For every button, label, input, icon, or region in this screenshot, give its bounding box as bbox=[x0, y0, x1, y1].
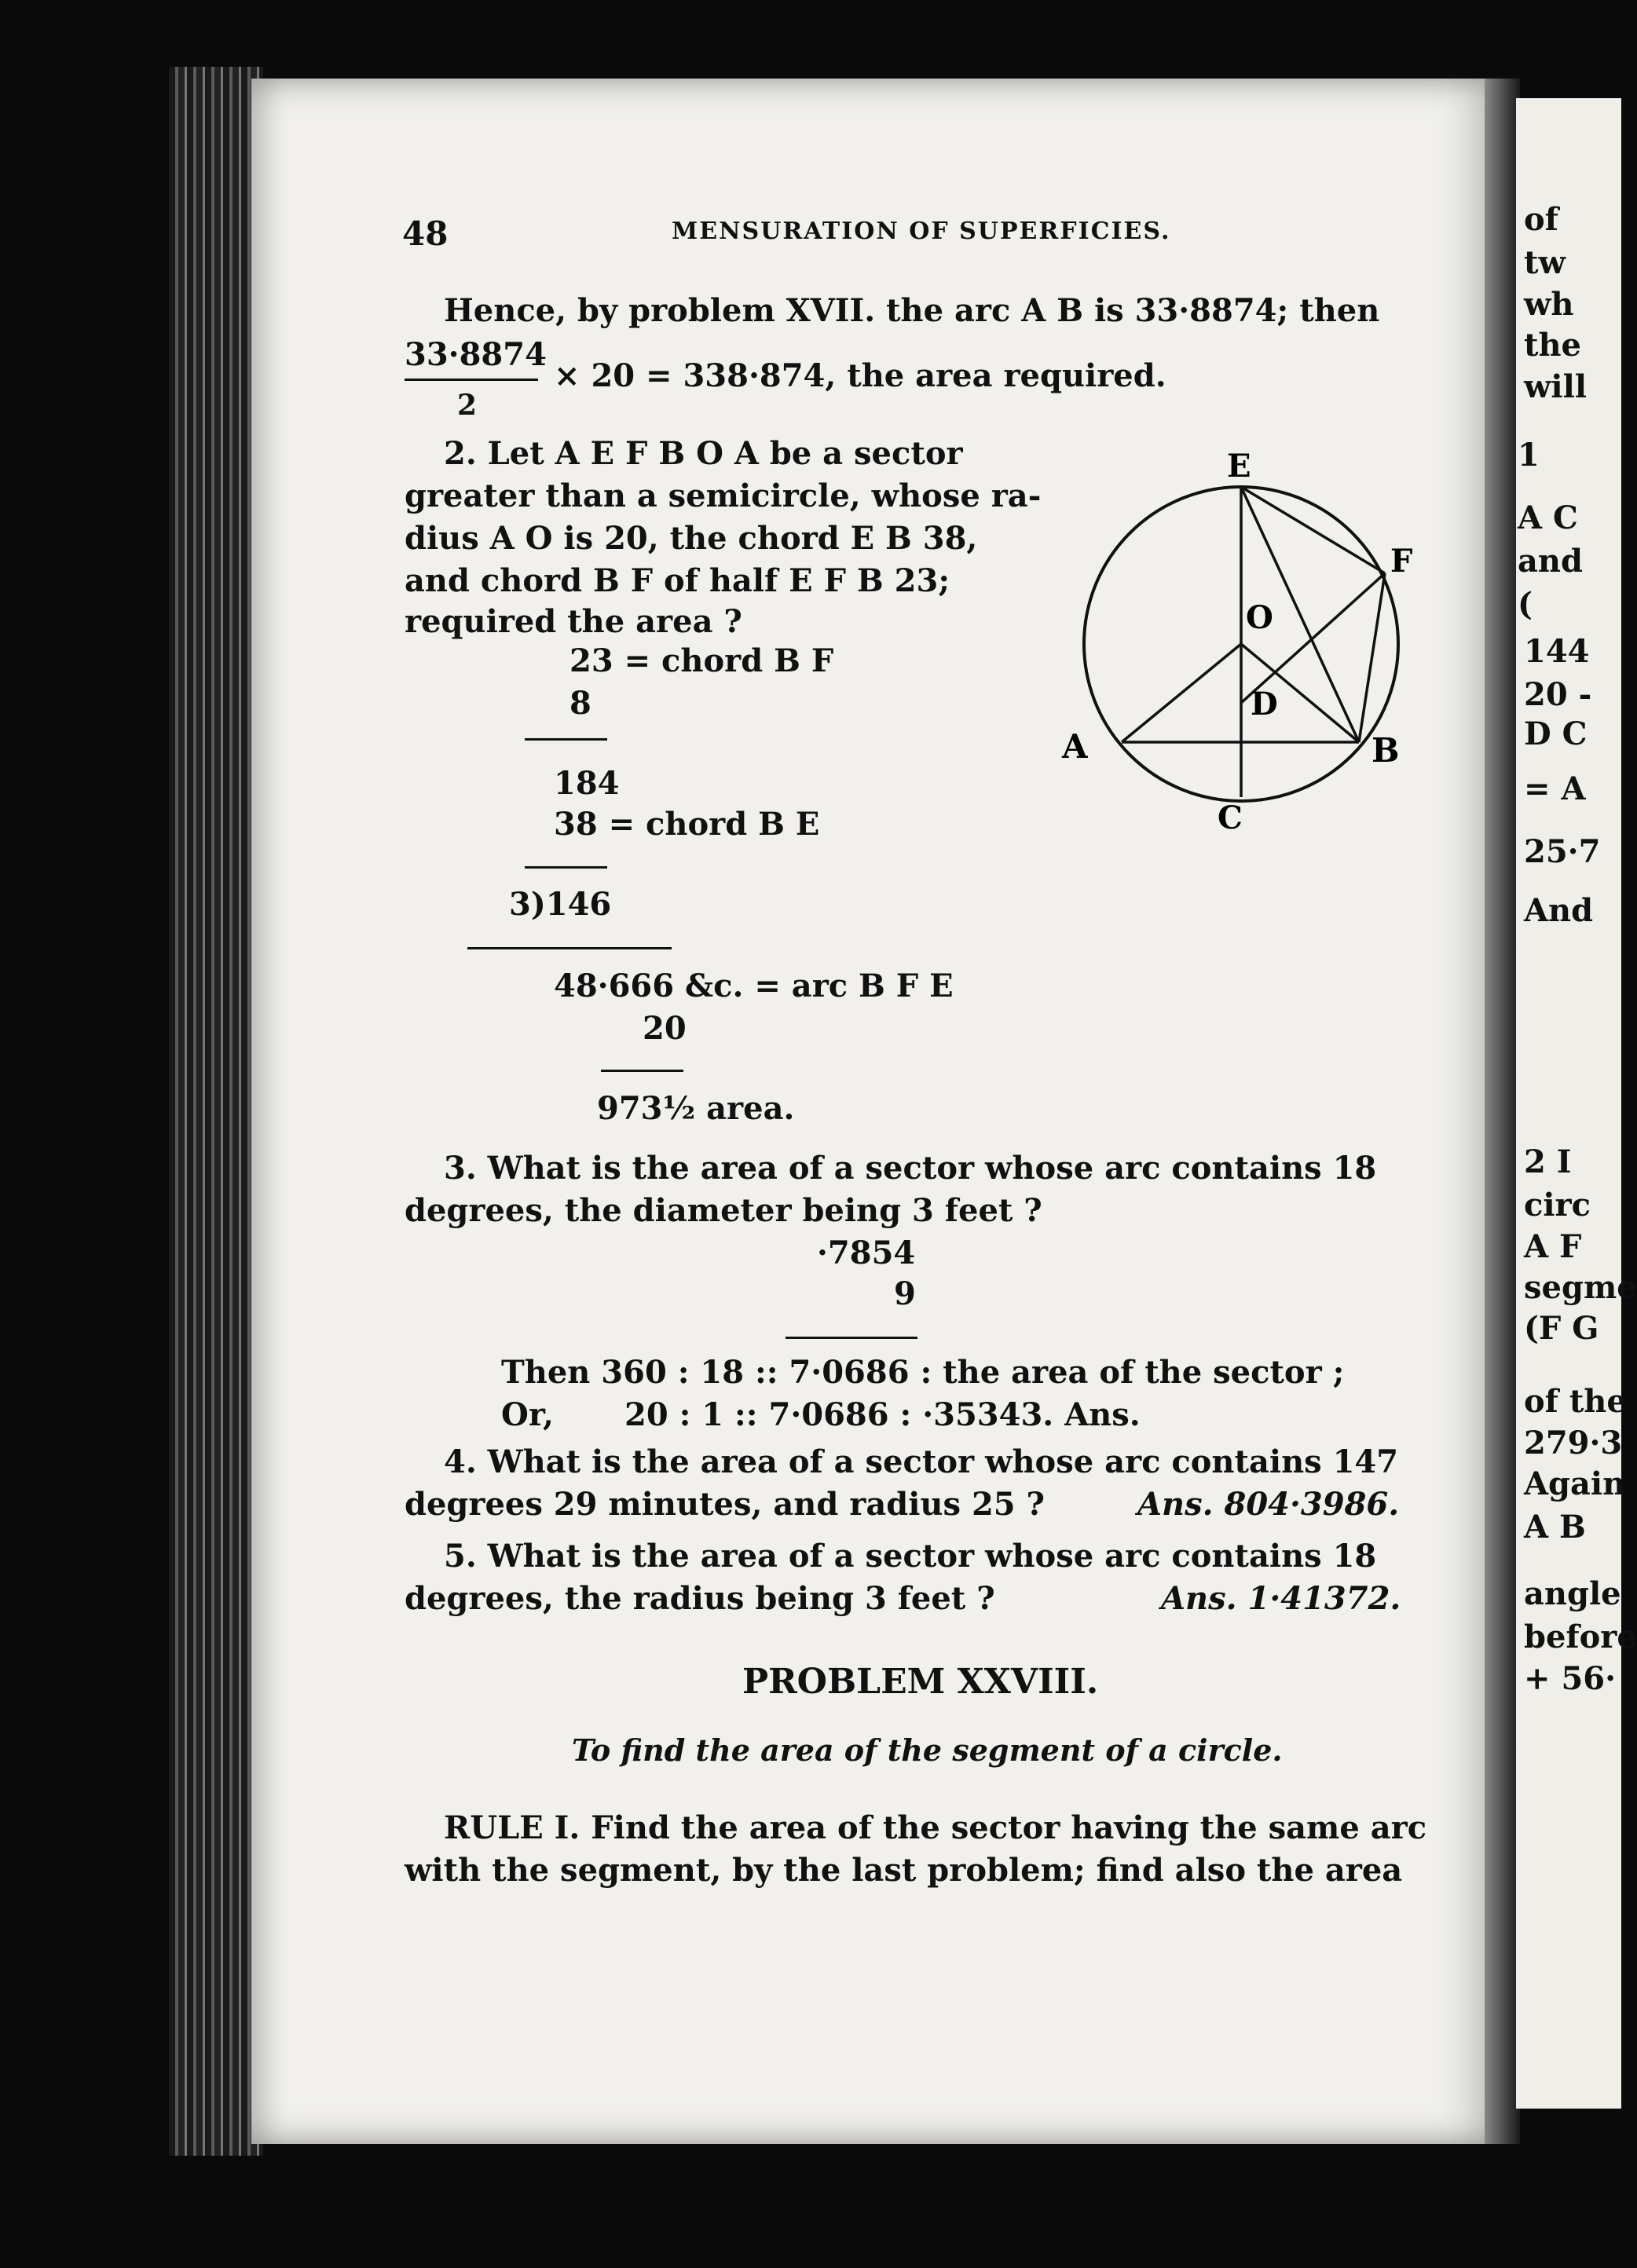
answer: Ans. 1·41372. bbox=[1161, 1580, 1401, 1617]
calc-line: 23 = chord B F bbox=[569, 642, 834, 679]
sector-diagram bbox=[1021, 440, 1461, 840]
calc-line: 184 bbox=[554, 765, 620, 802]
next-page-line: 25·7 bbox=[1524, 833, 1601, 870]
next-page-line: A B bbox=[1524, 1509, 1586, 1546]
next-page-line: 1 bbox=[1518, 437, 1540, 474]
next-page-line: the bbox=[1524, 327, 1582, 364]
radius-ao bbox=[1122, 644, 1241, 742]
next-page-line: segme bbox=[1524, 1269, 1637, 1306]
next-page-line: + 56· bbox=[1524, 1660, 1617, 1697]
text-line: Or, bbox=[501, 1396, 554, 1433]
text-line: 2. Let A E F B O A be a sector bbox=[444, 435, 963, 472]
next-page-line: ( bbox=[1518, 586, 1533, 623]
calc-line: 20 bbox=[643, 1010, 687, 1047]
next-page-line: before bbox=[1524, 1619, 1637, 1655]
chord-ef bbox=[1241, 487, 1385, 573]
text-line: with the segment, by the last problem; find also the area bbox=[405, 1852, 1403, 1889]
next-page-line: 2 I bbox=[1524, 1143, 1572, 1180]
next-page-line: circ bbox=[1524, 1187, 1591, 1224]
calc-line: 48·666 &c. = arc B F E bbox=[554, 968, 954, 1004]
calc-rule bbox=[525, 866, 607, 869]
text-line: degrees, the diameter being 3 feet ? bbox=[405, 1192, 1042, 1229]
next-page-line: D C bbox=[1524, 715, 1588, 752]
label-o: O bbox=[1246, 599, 1273, 636]
calc-line: 973½ area. bbox=[597, 1090, 795, 1127]
next-page-line: 144 bbox=[1524, 633, 1590, 670]
next-page-line: And bbox=[1524, 892, 1594, 929]
next-page-line: Again bbox=[1524, 1465, 1626, 1502]
calc-line: 3)146 bbox=[509, 886, 612, 923]
text-line: 20 : 1 :: 7·0686 : ·35343. Ans. bbox=[624, 1396, 1141, 1433]
fraction-denominator: 2 bbox=[457, 389, 478, 422]
next-page-line: = A bbox=[1524, 770, 1586, 807]
next-page-line: 20 - bbox=[1524, 676, 1592, 713]
label-d: D bbox=[1251, 686, 1278, 722]
text-line: degrees 29 minutes, and radius 25 ? bbox=[405, 1486, 1045, 1523]
calc-rule bbox=[786, 1337, 917, 1339]
text-line: greater than a semicircle, whose ra- bbox=[405, 477, 1042, 514]
calc-rule bbox=[525, 738, 607, 741]
calc-line: 8 bbox=[569, 685, 591, 722]
next-page-line: A F bbox=[1524, 1228, 1582, 1265]
next-page-line: 279·3 bbox=[1524, 1425, 1623, 1461]
next-page-line: of the bbox=[1524, 1383, 1627, 1420]
text-line: × 20 = 338·874, the area required. bbox=[554, 357, 1166, 394]
running-title: MENSURATION OF SUPERFICIES. bbox=[672, 218, 1171, 245]
text-line: RULE I. Find the area of the sector having the same arc bbox=[444, 1809, 1427, 1846]
next-page-line: of bbox=[1524, 201, 1558, 238]
text-line: dius A O is 20, the chord E B 38, bbox=[405, 520, 978, 557]
next-page-line: (F G bbox=[1524, 1310, 1599, 1347]
next-page-line: and bbox=[1518, 543, 1583, 580]
next-page-line: angle bbox=[1524, 1575, 1621, 1612]
book-gutter bbox=[1485, 79, 1520, 2144]
calc-rule bbox=[601, 1070, 683, 1072]
text-line: 3. What is the area of a sector whose arc contains 18 bbox=[444, 1150, 1377, 1187]
text-line: Hence, by problem XVII. the arc A B is 33·8874; then bbox=[444, 292, 1380, 329]
calc-line: 38 = chord B E bbox=[554, 806, 820, 843]
text-line: 5. What is the area of a sector whose arc contains 18 bbox=[444, 1538, 1377, 1575]
next-page-line: will bbox=[1524, 368, 1588, 405]
fraction-numerator: 33·8874 bbox=[405, 336, 547, 373]
problem-subtitle: To find the area of the segment of a circle. bbox=[572, 1732, 1283, 1768]
next-page-fragment bbox=[1516, 98, 1637, 2109]
calc-line: ·7854 bbox=[817, 1235, 916, 1271]
next-page-line: tw bbox=[1524, 244, 1566, 281]
book-page-edges bbox=[169, 67, 263, 2156]
label-e: E bbox=[1227, 448, 1251, 485]
calc-rule bbox=[467, 947, 672, 949]
problem-heading: PROBLEM XXVIII. bbox=[742, 1662, 1099, 1702]
answer: Ans. 804·3986. bbox=[1137, 1486, 1400, 1523]
label-b: B bbox=[1371, 731, 1400, 770]
page-number: 48 bbox=[402, 214, 449, 253]
fraction-bar bbox=[405, 379, 538, 381]
next-page-line: wh bbox=[1524, 286, 1574, 323]
line-fd bbox=[1241, 573, 1385, 703]
text-line: 4. What is the area of a sector whose arc contains 147 bbox=[444, 1443, 1399, 1480]
label-c: C bbox=[1218, 799, 1243, 836]
text-line: Then 360 : 18 :: 7·0686 : the area of the sector ; bbox=[501, 1354, 1345, 1391]
label-f: F bbox=[1390, 543, 1413, 580]
label-a: A bbox=[1062, 727, 1088, 766]
next-page-line: A C bbox=[1518, 499, 1578, 536]
text-line: required the area ? bbox=[405, 603, 742, 640]
calc-line: 9 bbox=[894, 1275, 916, 1312]
text-line: degrees, the radius being 3 feet ? bbox=[405, 1580, 995, 1617]
text-line: and chord B F of half E F B 23; bbox=[405, 562, 950, 599]
